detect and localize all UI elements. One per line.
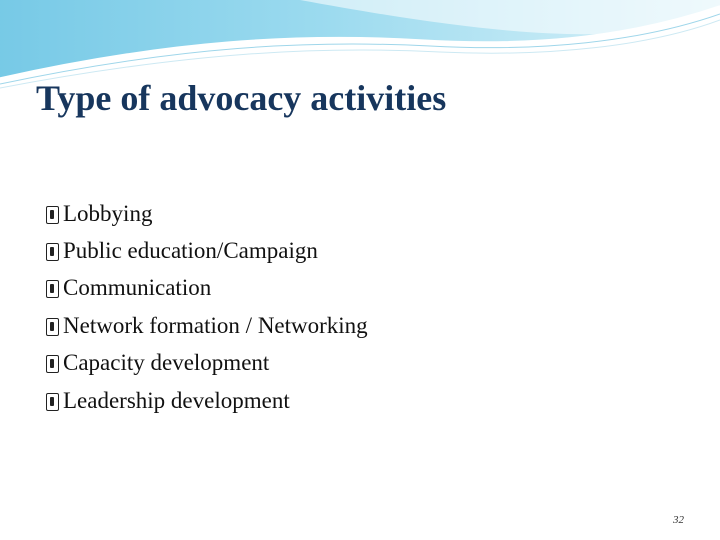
list-item-label: Network formation / Networking xyxy=(63,312,368,338)
list-item-label: Leadership development xyxy=(63,387,290,413)
list-item-label: Public education/Campaign xyxy=(63,238,318,264)
page-number: 32 xyxy=(673,514,684,526)
list-item-label: Communication xyxy=(63,275,212,301)
missing-glyph-box-icon xyxy=(46,280,59,298)
slide-title: Type of advocacy activities xyxy=(36,78,447,118)
list-item-label: Capacity development xyxy=(63,350,270,376)
list-item xyxy=(46,382,368,419)
missing-glyph-box-icon xyxy=(46,355,59,373)
list-item xyxy=(46,307,368,344)
missing-glyph-box-icon xyxy=(46,393,59,411)
list-item xyxy=(46,232,368,269)
missing-glyph-box-icon xyxy=(46,206,59,224)
list-item xyxy=(46,270,368,307)
missing-glyph-box-icon xyxy=(46,243,59,261)
bullet-list xyxy=(46,195,368,419)
list-item xyxy=(46,195,368,232)
list-item xyxy=(46,345,368,382)
list-item-label: Lobbying xyxy=(63,200,153,226)
missing-glyph-box-icon xyxy=(46,318,59,336)
